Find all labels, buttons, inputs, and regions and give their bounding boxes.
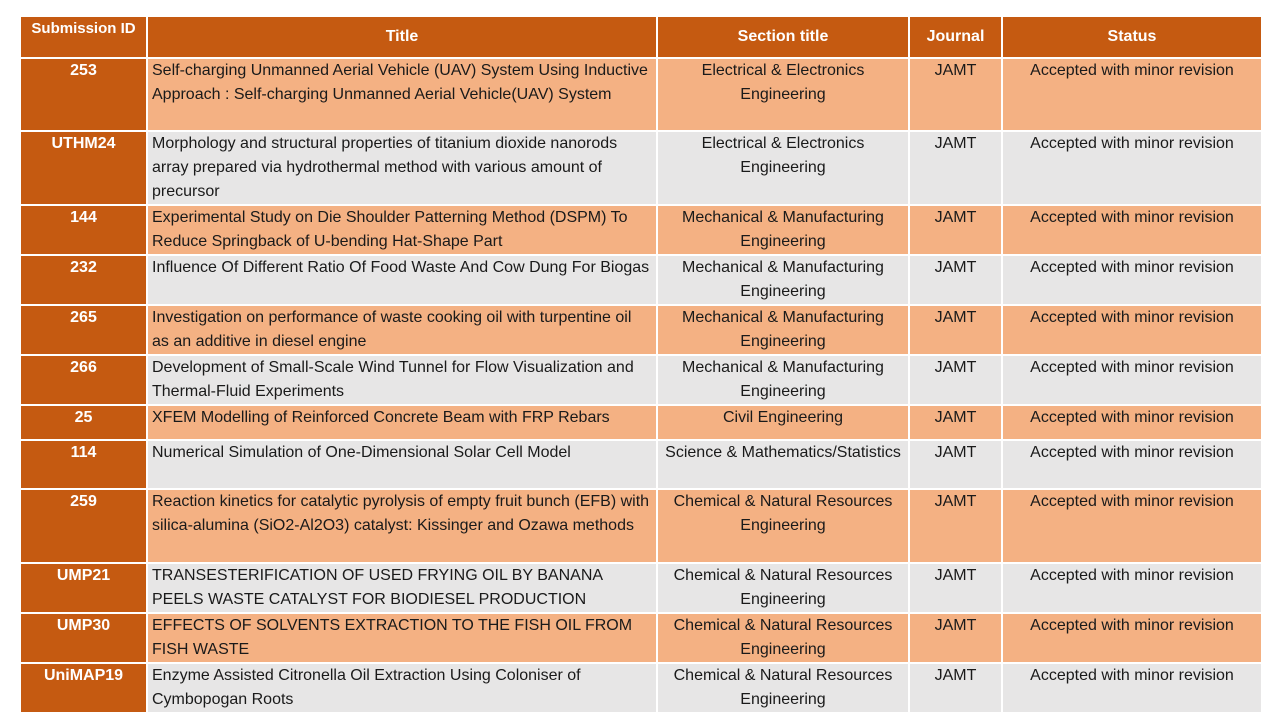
submission-id-cell: UniMAP19 bbox=[20, 663, 147, 713]
section-title-cell: Science & Mathematics/Statistics bbox=[657, 440, 909, 489]
table-body bbox=[20, 58, 1262, 713]
header-submission-id: Submission ID bbox=[20, 16, 147, 58]
status-cell: Accepted with minor revision bbox=[1002, 58, 1262, 131]
title-cell: Enzyme Assisted Citronella Oil Extraction Using Coloniser of Cymbopogan Roots bbox=[147, 663, 657, 713]
section-title-cell: Mechanical & Manufacturing Engineering bbox=[657, 355, 909, 405]
title-cell: Influence Of Different Ratio Of Food Waste And Cow Dung For Biogas bbox=[147, 255, 657, 305]
status-cell: Accepted with minor revision bbox=[1002, 563, 1262, 613]
table-row bbox=[20, 205, 1262, 255]
table-row bbox=[20, 489, 1262, 563]
journal-cell: JAMT bbox=[909, 305, 1002, 355]
submission-id-cell: 114 bbox=[20, 440, 147, 489]
title-cell: Numerical Simulation of One-Dimensional Solar Cell Model bbox=[147, 440, 657, 489]
journal-cell: JAMT bbox=[909, 205, 1002, 255]
journal-cell: JAMT bbox=[909, 613, 1002, 663]
section-title-cell: Electrical & Electronics Engineering bbox=[657, 58, 909, 131]
table-row bbox=[20, 131, 1262, 205]
section-title-cell: Chemical & Natural Resources Engineering bbox=[657, 563, 909, 613]
journal-cell: JAMT bbox=[909, 489, 1002, 563]
table-row bbox=[20, 440, 1262, 489]
header-title: Title bbox=[147, 16, 657, 58]
status-cell: Accepted with minor revision bbox=[1002, 405, 1262, 440]
title-cell: Experimental Study on Die Shoulder Patterning Method (DSPM) To Reduce Springback of U-bending Hat-Shape Part bbox=[147, 205, 657, 255]
journal-cell: JAMT bbox=[909, 440, 1002, 489]
title-cell: Investigation on performance of waste cooking oil with turpentine oil as an additive in diesel engine bbox=[147, 305, 657, 355]
table-row bbox=[20, 305, 1262, 355]
submission-id-cell: 266 bbox=[20, 355, 147, 405]
journal-cell: JAMT bbox=[909, 58, 1002, 131]
section-title-cell: Electrical & Electronics Engineering bbox=[657, 131, 909, 205]
submission-id-cell: 144 bbox=[20, 205, 147, 255]
submission-id-cell: 232 bbox=[20, 255, 147, 305]
submission-id-cell: 265 bbox=[20, 305, 147, 355]
table-row bbox=[20, 405, 1262, 440]
section-title-cell: Mechanical & Manufacturing Engineering bbox=[657, 205, 909, 255]
status-cell: Accepted with minor revision bbox=[1002, 355, 1262, 405]
header-row bbox=[20, 16, 1262, 58]
section-title-cell: Civil Engineering bbox=[657, 405, 909, 440]
header-status: Status bbox=[1002, 16, 1262, 58]
status-cell: Accepted with minor revision bbox=[1002, 613, 1262, 663]
status-cell: Accepted with minor revision bbox=[1002, 131, 1262, 205]
title-cell: XFEM Modelling of Reinforced Concrete Beam with FRP Rebars bbox=[147, 405, 657, 440]
header-journal: Journal bbox=[909, 16, 1002, 58]
title-cell: Self-charging Unmanned Aerial Vehicle (UAV) System Using Inductive Approach : Self-charging Unmanned Aerial Vehicle(UAV) System bbox=[147, 58, 657, 131]
status-cell: Accepted with minor revision bbox=[1002, 663, 1262, 713]
table-row bbox=[20, 613, 1262, 663]
title-cell: Reaction kinetics for catalytic pyrolysis of empty fruit bunch (EFB) with silica-alumina (SiO2-Al2O3) catalyst: Kissinger and Ozawa methods bbox=[147, 489, 657, 563]
header-section-title: Section title bbox=[657, 16, 909, 58]
table-row bbox=[20, 355, 1262, 405]
journal-cell: JAMT bbox=[909, 405, 1002, 440]
status-cell: Accepted with minor revision bbox=[1002, 440, 1262, 489]
journal-cell: JAMT bbox=[909, 255, 1002, 305]
section-title-cell: Mechanical & Manufacturing Engineering bbox=[657, 305, 909, 355]
section-title-cell: Chemical & Natural Resources Engineering bbox=[657, 489, 909, 563]
section-title-cell: Chemical & Natural Resources Engineering bbox=[657, 613, 909, 663]
submission-id-cell: 253 bbox=[20, 58, 147, 131]
status-cell: Accepted with minor revision bbox=[1002, 489, 1262, 563]
table-row bbox=[20, 58, 1262, 131]
status-cell: Accepted with minor revision bbox=[1002, 255, 1262, 305]
status-cell: Accepted with minor revision bbox=[1002, 205, 1262, 255]
submissions-table bbox=[19, 15, 1263, 714]
title-cell: TRANSESTERIFICATION OF USED FRYING OIL BY BANANA PEELS WASTE CATALYST FOR BIODIESEL PRODUCTION bbox=[147, 563, 657, 613]
title-cell: Development of Small-Scale Wind Tunnel for Flow Visualization and Thermal-Fluid Experiments bbox=[147, 355, 657, 405]
submission-id-cell: UTHM24 bbox=[20, 131, 147, 205]
table-row bbox=[20, 563, 1262, 613]
submission-id-cell: 259 bbox=[20, 489, 147, 563]
journal-cell: JAMT bbox=[909, 663, 1002, 713]
title-cell: Morphology and structural properties of titanium dioxide nanorods array prepared via hydrothermal method with various amount of precursor bbox=[147, 131, 657, 205]
section-title-cell: Mechanical & Manufacturing Engineering bbox=[657, 255, 909, 305]
journal-cell: JAMT bbox=[909, 563, 1002, 613]
table-row bbox=[20, 255, 1262, 305]
submission-id-cell: UMP30 bbox=[20, 613, 147, 663]
status-cell: Accepted with minor revision bbox=[1002, 305, 1262, 355]
journal-cell: JAMT bbox=[909, 355, 1002, 405]
table-row bbox=[20, 663, 1262, 713]
submission-id-cell: UMP21 bbox=[20, 563, 147, 613]
section-title-cell: Chemical & Natural Resources Engineering bbox=[657, 663, 909, 713]
submission-id-cell: 25 bbox=[20, 405, 147, 440]
journal-cell: JAMT bbox=[909, 131, 1002, 205]
title-cell: EFFECTS OF SOLVENTS EXTRACTION TO THE FISH OIL FROM FISH WASTE bbox=[147, 613, 657, 663]
